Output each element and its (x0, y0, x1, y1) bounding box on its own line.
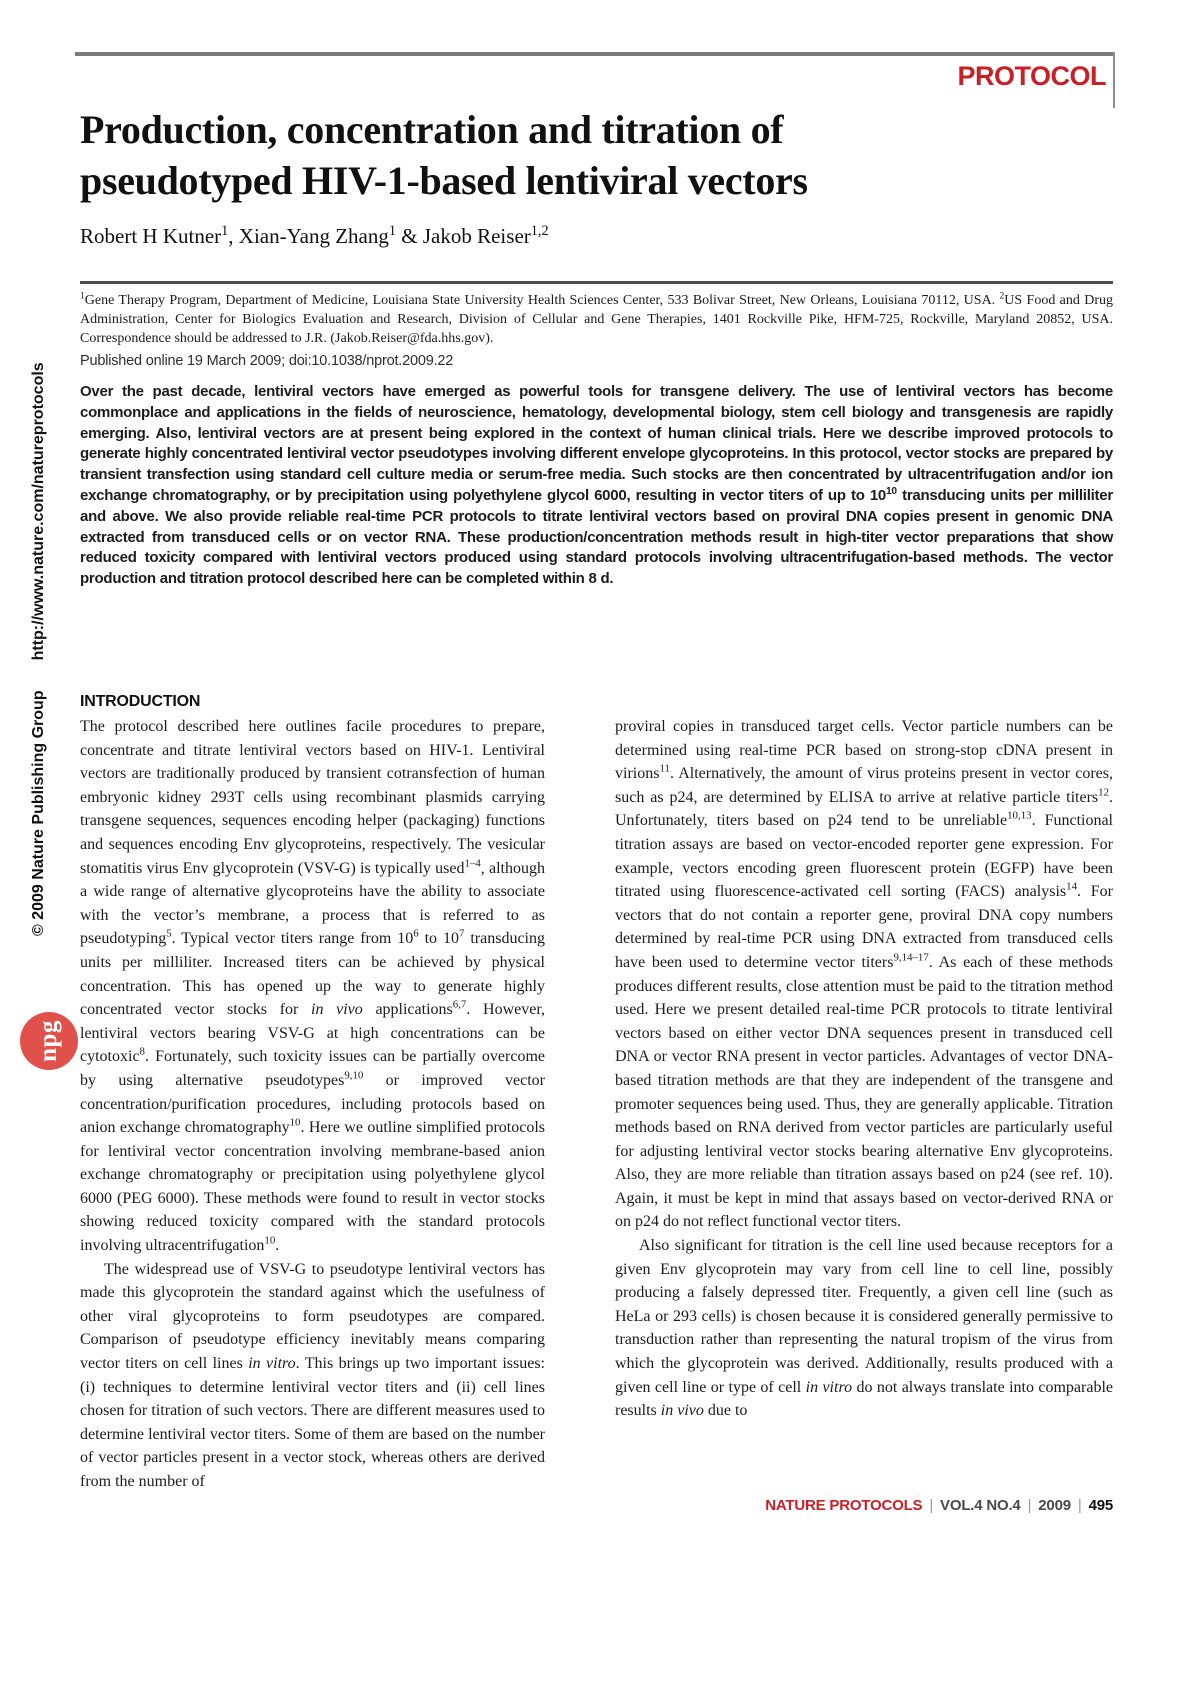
right-column (615, 715, 1113, 1494)
npg-logo (20, 1012, 78, 1070)
top-rule-divider (75, 52, 1115, 56)
npg-logo-text: npg (35, 1020, 62, 1062)
published-line: Published online 19 March 2009; doi:10.1038/nprot.2009.22 (80, 353, 454, 369)
affiliation-text: $^1$Gene Therapy Program, Department of Medicine, Louisiana State University Health Sciences Center, 533 Bolivar Street, New Orleans, Louisiana 70112, USA. $^2$US Food and Drug Administration, Center for Biologics Evaluation and Research, Division of Cellular and Gene Therapies, 1401 Rockville Pike, HFM-725, Rockville, Maryland 20852, USA. Correspondence should be addressed to J.R. (Jakob.Reiser@fda.hhs.gov). (80, 291, 1113, 347)
abstract-text: Over the past decade, lentiviral vectors have emerged as powerful tools for transgene delivery. The use of lentiviral vectors has become commonplace and applications in the fields of neuroscience, hematology, developmental biology, stem cell biology and transgenesis are rapidly emerging. Also, lentiviral vectors are at present being explored in the context of human clinical trials. Here we describe improved protocols to generate highly concentrated lentiviral vector pseudotypes involving different envelope glycoproteins. In this protocol, vector stocks are prepared by transient transfection using standard cell culture media or serum-free media. Such stocks are then concentrated by ultracentrifugation and/or ion exchange chromatography, or by precipitation using polyethylene glycol 6000, resulting in vector titers of up to $10^{10}$ transducing units per milliliter and above. We also provide reliable real-time PCR protocols to titrate lentiviral vectors based on proviral DNA copies present in genomic DNA extracted from transduced cells or on vector RNA. These production/concentration methods result in high-titer vector preparations that show reduced toxicity compared with lentiviral vectors produced using standard protocols involving ultracentrifugation-based methods. The vector production and titration protocol described here can be completed within 8 d. (80, 383, 1113, 588)
footer-year: 2009 (1038, 1497, 1071, 1514)
intro-paragraph: proviral copies in transduced target cells. Vector particle numbers can be determined using real-time PCR based on strong-stop cDNA present in virions$^{11}$. Alternatively, the amount of virus proteins present in vector cores, such as p24, are determined by ELISA to arrive at relative particle titers$^{12}$. Unfortunately, titers based on p24 tend to be unreliable$^{10,13}$. Functional titration assays are based on vector-encoded reporter gene expression. For example, vectors encoding green fluorescent protein (EGFP) have been titrated using fluorescence-activated cell sorting (FACS) analysis$^{14}$. For vectors that do not contain a reporter gene, proviral DNA copy numbers determined by real-time PCR using DNA extracted from transduced cells have been used to determine vector titers$^{9,14-17}$. As each of these methods produces different results, close attention must be paid to the titration method used. Here we present detailed real-time PCR protocols to titrate lentiviral vectors based on either vector DNA sequences present in transduced cell DNA or vector RNA present in vector particles. Advantages of vector DNA-based titration methods are that they are independent of the transgene and promoter sequences being used. Thus, they are generally applicable. Titration methods based on RNA derived from vector particles are particularly useful for adjusting lentiviral vector stocks bearing alternative Env glycoproteins. Also, they are more reliable than titration assays based on p24 (see ref. 10). Again, it must be kept in mind that assays based on vector-derived RNA or on p24 do not reflect functional vector titers. (615, 718, 1114, 1231)
intro-paragraph: Also significant for titration is the cell line used because receptors for a given Env glycoprotein may vary from cell line to cell line, possibly producing a falsely depressed titer. Frequently, a given cell line (such as HeLa or 293 cells) is chosen because it is considered generally permissive to transduction rather than representing the natural tropism of the virus from which the glycoprotein was derived. Additionally, results produced with a given cell line or type of cell in vitro do not always translate into comparable results in vivo due to (615, 1237, 1113, 1420)
footer-separator: | (1027, 1497, 1032, 1514)
page-title: Production, concentration and titration of pseudotyped HIV-1-based lentiviral vectors (80, 107, 808, 204)
footer-separator: | (1077, 1497, 1082, 1514)
kicker-vertical-rule (1113, 52, 1115, 108)
introduction-body (80, 715, 1113, 1494)
footer-volume: VOL.4 NO.4 (940, 1497, 1021, 1514)
protocol-kicker: PROTOCOL (957, 61, 1106, 91)
page-footer (80, 1497, 1113, 1514)
introduction-heading: INTRODUCTION (80, 693, 201, 710)
footer-separator: | (929, 1497, 934, 1514)
authors-divider (80, 281, 1113, 284)
journal-url-vertical: http://www.nature.com/natureprotocols (30, 362, 47, 661)
footer-page-number: 495 (1088, 1497, 1113, 1514)
copyright-vertical: © 2009 Nature Publishing Group (30, 690, 47, 936)
authors-line: Robert H Kutner$^1$, Xian-Yang Zhang$^1$ & Jakob Reiser$^{1,2}$ (80, 223, 549, 248)
intro-paragraph: The widespread use of VSV-G to pseudotype lentiviral vectors has made this glycoprotein the standard against which the usefulness of other viral glycoproteins to form pseudotypes are compared. Comparison of pseudotype efficiency inevitably means comparing vector titers on cell lines in vitro. This brings up two important issues: (i) techniques to determine lentiviral vector titers and (ii) cell lines chosen for titration of such vectors. There are different measures used to determine lentiviral vector titers. Some of them are based on the number of vector particles present in a vector stock, whereas others are derived from the number of (80, 1260, 545, 1490)
intro-paragraph: The protocol described here outlines facile procedures to prepare, concentrate and titrate lentiviral vectors based on HIV-1. Lentiviral vectors are traditionally produced by transient cotransfection of human embryonic kidney 293T cells using recombinant plasmids carrying transgene sequences, sequences encoding helper (packaging) functions and sequences encoding Env glycoproteins, respectively. The vesicular stomatitis virus Env glycoprotein (VSV-G) is typically used$^{1-4}$, although a wide range of alternative glycoproteins have the ability to associate with the vector’s membrane, a process that is referred to as pseudotyping$^5$. Typical vector titers range from $10^6$ to $10^7$ transducing units per milliliter. Increased titers can be achieved by physical concentration. This has opened up the way to generate highly concentrated vector stocks for in vivo applications$^{6,7}$. However, lentiviral vectors bearing VSV-G at high concentrations can be cytotoxic$^8$. Fortunately, such toxicity issues can be partially overcome by using alternative pseudotypes$^{9,10}$ or improved vector concentration/purification procedures, including protocols based on anion exchange chromatography$^{10}$. Here we outline simplified protocols for lentiviral vector concentration involving membrane-based anion exchange chromatography or precipitation using polyethylene glycol 6000 (PEG 6000). These methods were found to result in vector stocks showing reduced toxicity compared with the standard protocols involving ultracentrifugation$^{10}$. (80, 718, 546, 1255)
left-column (80, 715, 545, 1494)
footer-journal: NATURE PROTOCOLS (765, 1497, 923, 1514)
sidebar-vertical-text (30, 362, 48, 936)
